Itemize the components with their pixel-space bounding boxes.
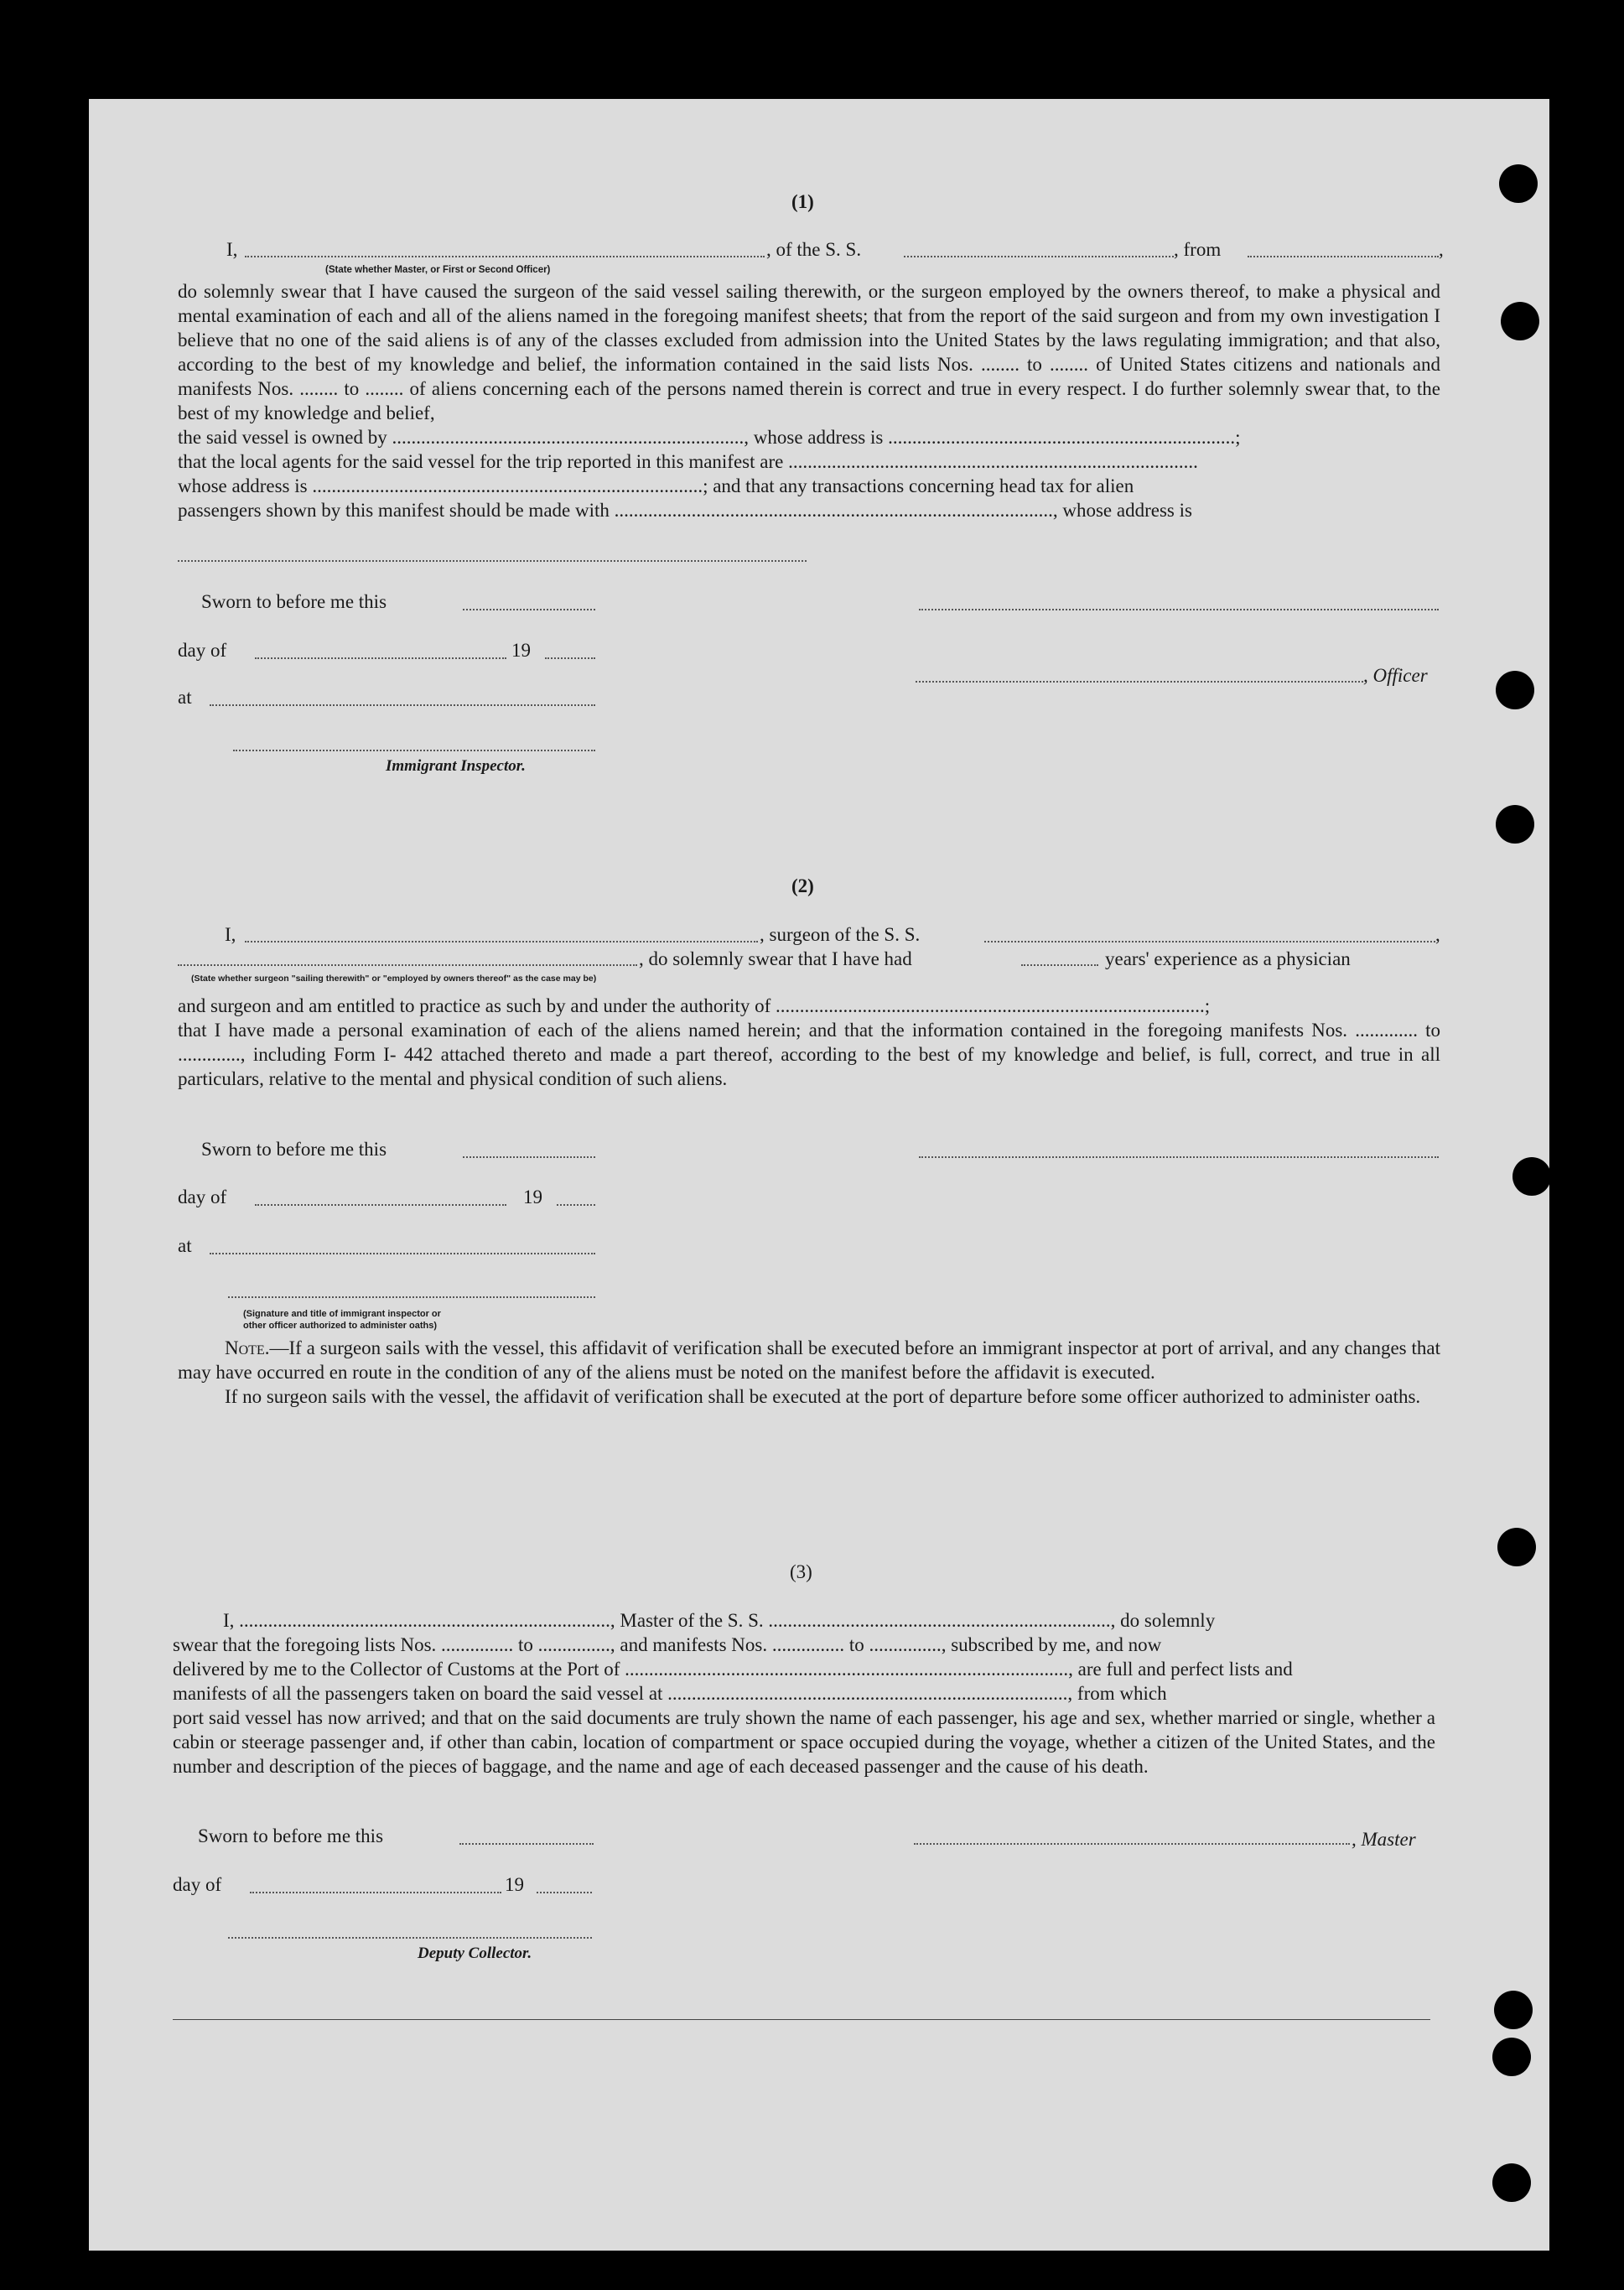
authority-line: and surgeon and am entitled to practice as such by and under the authority of .........................................................................................; (178, 995, 1211, 1016)
inspector-label: Immigrant Inspector. (386, 757, 526, 775)
years-line[interactable] (1021, 964, 1098, 966)
sworn-label: Sworn to before me this (198, 1825, 384, 1846)
inspector-signature-line[interactable] (233, 750, 595, 751)
agents-line: that the local agents for the said vessel for the trip reported in this manifest are ..................................................................................... (178, 451, 1198, 472)
day-of-label: day of (178, 1187, 227, 1207)
section-2-heading: (2) (791, 875, 814, 896)
surgeon-vessel-line[interactable] (984, 941, 1435, 942)
master-label: , Master (1352, 1829, 1416, 1850)
surgeon-status-line[interactable] (178, 964, 637, 966)
of-ss-label: , of the S. S. (766, 239, 862, 260)
from-label: , from (1174, 239, 1222, 260)
section-2-paragraph (178, 994, 1440, 1091)
year-label: 19 (505, 1874, 524, 1895)
inspector-signature-line[interactable] (228, 1296, 595, 1298)
at-label: at (178, 1235, 192, 1256)
year-line[interactable] (557, 1204, 595, 1206)
at-label: at (178, 687, 192, 708)
note-paragraph-1 (178, 1336, 1440, 1384)
punch-hole (1499, 164, 1538, 203)
punch-hole (1494, 1991, 1533, 2029)
agents-address-line: whose address is .................................................................................; and that any transactions concerning head tax for alien (178, 475, 1134, 496)
port-line: manifests of all the passengers taken on board the said vessel at ..................................................................................., from which (173, 1683, 1167, 1704)
signature-note-2: other officer authorized to administer oaths) (243, 1321, 438, 1331)
year-label: 19 (511, 640, 531, 661)
section-1-heading: (1) (791, 191, 814, 212)
examination-text: that I have made a personal examination of each of the aliens named herein; and that the information contained in the foregoing manifests Nos. ............. to ............., including Form I- 442 attached thereto and made a part thereof, according to the best of my knowledge and belief, is full, correct, and true in all particulars, relative to the mental and physical condition of such aliens. (178, 1020, 1440, 1089)
master-signature-line[interactable] (914, 1843, 1350, 1845)
collector-line: delivered by me to the Collector of Customs at the Port of ............................................................................................, are full and perfect lists and (173, 1659, 1293, 1680)
officer-signature-line[interactable] (919, 609, 1439, 610)
master-line: I, ............................................................................., Master of the S. S. ......................................................................., do solemnly (223, 1610, 1216, 1631)
punch-hole (1497, 1528, 1536, 1566)
officer-title-line[interactable] (916, 681, 1363, 683)
note-label: Note. (225, 1337, 270, 1358)
punch-hole (1501, 302, 1539, 340)
note-text-1: —If a surgeon sails with the vessel, this affidavit of verification shall be executed before an immigrant inspector at port of arrival, and any changes that may have occurred en route in the condition of any of the aliens must be noted on the manifest before the affidavit is executed. (178, 1337, 1440, 1383)
address-continuation-line[interactable] (178, 560, 807, 562)
sworn-label: Sworn to before me this (201, 591, 387, 612)
surgeon-note: (State whether surgeon "sailing therewith" or "employed by owners thereof" as the case may be) (191, 974, 597, 984)
surgeon-of-ss-label: , surgeon of the S. S. (760, 924, 921, 945)
surgeon-i-label: I, (225, 924, 236, 945)
sworn-date-line[interactable] (463, 609, 595, 610)
section-3-heading: (3) (790, 1561, 812, 1582)
owner-line: the said vessel is owned by ........................................................................., whose address is ........................................................................; (178, 427, 1241, 448)
section-3-paragraph (173, 1608, 1435, 1779)
head-tax-line: passengers shown by this manifest should be made with ..........................................................................................., whose address is (178, 500, 1192, 521)
month-line[interactable] (250, 1892, 501, 1893)
sworn-date-line[interactable] (459, 1843, 594, 1845)
collector-signature-line[interactable] (228, 1937, 592, 1939)
punch-hole (1492, 2163, 1531, 2202)
surgeon-name-line[interactable] (245, 941, 758, 942)
month-line[interactable] (255, 657, 506, 659)
day-of-label: day of (178, 640, 227, 661)
comma: , (1439, 239, 1444, 260)
swear-label: , do solemnly swear that I have had (639, 948, 912, 969)
day-of-label: day of (173, 1874, 222, 1895)
month-line[interactable] (255, 1204, 506, 1206)
bottom-rule (173, 2019, 1430, 2020)
note-block (178, 1336, 1440, 1409)
master-i-label: I, (226, 239, 238, 260)
place-line[interactable] (210, 1253, 595, 1254)
place-line[interactable] (210, 704, 595, 706)
lists-line: swear that the foregoing lists Nos. ............... to ..............., and manifests Nos. ............... to ..............., subscribed by me, and now (173, 1634, 1162, 1655)
surgeon-signature-line[interactable] (919, 1156, 1439, 1158)
master-name-line[interactable] (245, 256, 765, 257)
punch-hole (1492, 2038, 1531, 2076)
signature-note-1: (Signature and title of immigrant inspector or (243, 1309, 441, 1319)
comma: , (1435, 924, 1440, 945)
year-line[interactable] (537, 1892, 592, 1893)
officer-label: , Officer (1363, 665, 1428, 686)
punch-hole (1496, 805, 1534, 844)
punch-hole (1496, 671, 1534, 709)
from-port-line[interactable] (1248, 256, 1439, 257)
oath-text: do solemnly swear that I have caused the surgeon of the said vessel sailing therewith, or the surgeon employed by the owners thereof, to make a physical and mental examination of each and all of the aliens named in the foregoing manifest sheets; that from the report of the said surgeon and from my own investigation I believe that no one of the said aliens is of any of the classes excluded from admission into the United States by the laws regulating immigration; and that also, according to the best of my knowledge and belief, the information contained in the said lists Nos. ........ to ........ of United States citizens and nationals and manifests Nos. ........ to ........ of aliens concerning each of the persons named therein is correct and true in every respect. I do further solemnly swear that, to the best of my knowledge and belief, (178, 281, 1440, 423)
manifest-contents-text: port said vessel has now arrived; and that on the said documents are truly shown the name of each passenger, his age and sex, whether married or single, whether a cabin or steerage passenger and, if other than cabin, location of compartment or space occupied during the voyage, whether a citizen of the United States, and the number and description of the pieces of baggage, and the name and age of each deceased passenger and the cause of his death. (173, 1707, 1435, 1777)
year-line[interactable] (545, 657, 595, 659)
experience-label: years' experience as a physician (1105, 948, 1351, 969)
year-label: 19 (523, 1187, 542, 1207)
note-text-2: If no surgeon sails with the vessel, the affidavit of verification shall be executed at the port of departure before some officer authorized to administer oaths. (225, 1386, 1421, 1407)
officer-note: (State whether Master, or First or Second Officer) (325, 265, 551, 275)
sworn-label: Sworn to before me this (201, 1139, 387, 1160)
punch-hole (1512, 1157, 1551, 1196)
sworn-date-line[interactable] (463, 1156, 595, 1158)
vessel-name-line[interactable] (904, 256, 1174, 257)
section-1-paragraph (178, 279, 1440, 522)
deputy-label: Deputy Collector. (418, 1945, 532, 1962)
